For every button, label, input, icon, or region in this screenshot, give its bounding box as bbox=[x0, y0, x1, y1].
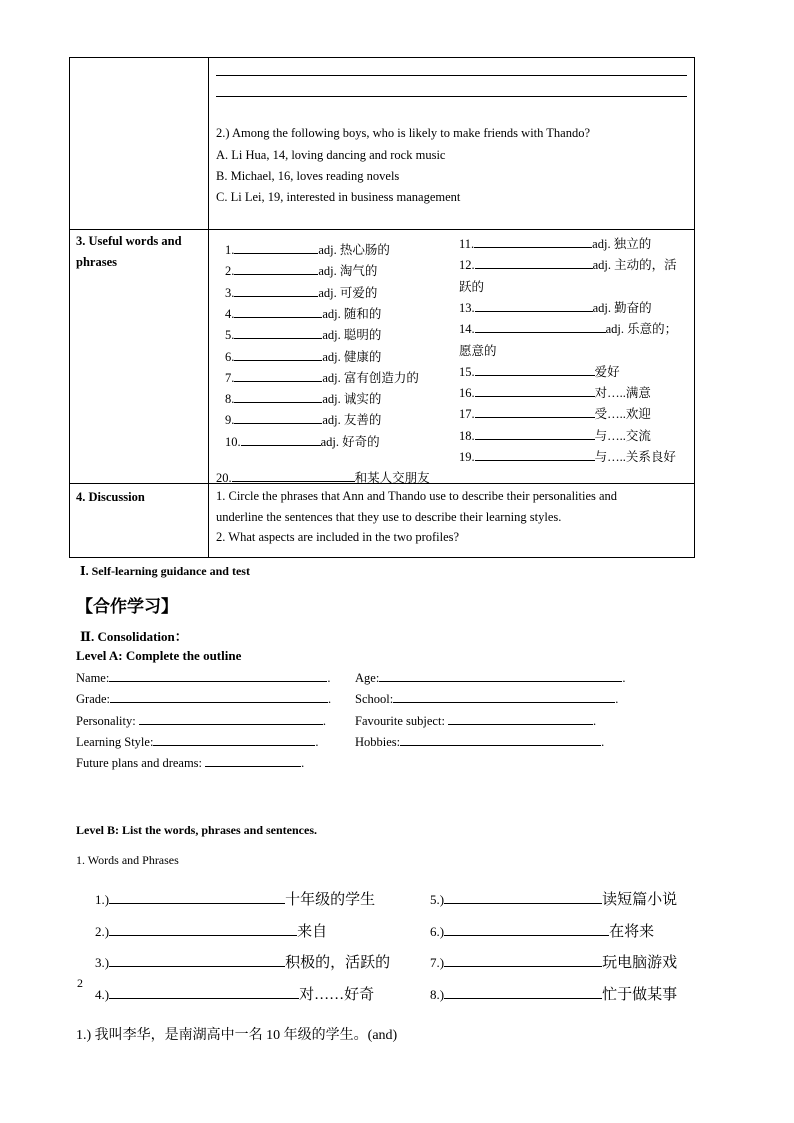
item-number: 16. bbox=[459, 386, 475, 401]
useful-item bbox=[459, 362, 620, 380]
blank[interactable] bbox=[475, 300, 593, 312]
name-row bbox=[76, 670, 330, 686]
answer-line[interactable] bbox=[216, 75, 687, 76]
item-definition: adj. 热心肠的 bbox=[318, 243, 390, 257]
blank[interactable] bbox=[444, 955, 602, 967]
period: . bbox=[593, 714, 597, 728]
item-number: 19. bbox=[459, 450, 475, 464]
sentence-1: 1.) 我叫李华，是南湖高中一名 10 年级的学生。(and) bbox=[76, 1028, 398, 1043]
item-number: 8.) bbox=[430, 986, 445, 1002]
blank[interactable] bbox=[475, 385, 595, 397]
blank[interactable] bbox=[475, 257, 593, 269]
period: . bbox=[622, 671, 626, 685]
item-definition: 爱好 bbox=[594, 364, 620, 379]
useful-words-heading-2: phrases bbox=[76, 255, 117, 269]
level-b-item bbox=[430, 888, 677, 909]
age-field[interactable] bbox=[379, 670, 622, 682]
level-b-item bbox=[95, 951, 390, 972]
discussion-line-1: 1. Circle the phrases that Ann and Thando use to describe their personalities and bbox=[216, 489, 618, 503]
item-definition: 和某人交朋友 bbox=[354, 471, 430, 485]
item-definition: adj. 独立的 bbox=[592, 237, 652, 251]
item-definition: adj. 乐意的； bbox=[605, 322, 678, 337]
item-number: 5. bbox=[225, 328, 235, 343]
useful-item bbox=[225, 389, 381, 407]
level-a-title: Level A: Complete the outline bbox=[76, 648, 242, 663]
item-meaning: 十年级的学生 bbox=[285, 892, 376, 908]
item-meaning: 玩电脑游戏 bbox=[602, 955, 678, 971]
blank[interactable] bbox=[234, 391, 322, 403]
personality-field[interactable] bbox=[139, 713, 323, 725]
name-field[interactable] bbox=[109, 670, 327, 682]
useful-item bbox=[459, 426, 651, 444]
answer-line[interactable] bbox=[216, 96, 687, 97]
blank[interactable] bbox=[109, 987, 299, 999]
item-number: 14. bbox=[459, 322, 475, 337]
period: . bbox=[328, 692, 332, 706]
subject-label: Favourite subject: bbox=[355, 714, 445, 728]
item-definition: adj. 主动的，活 bbox=[592, 258, 677, 273]
blank[interactable] bbox=[234, 306, 322, 318]
item-meaning: 读短篇小说 bbox=[602, 892, 678, 908]
style-label: Learning Style: bbox=[76, 735, 154, 749]
item-number: 6.) bbox=[430, 923, 445, 939]
level-b-item bbox=[95, 888, 375, 909]
blank[interactable] bbox=[475, 428, 595, 440]
item-number: 4. bbox=[225, 306, 235, 321]
option-a: A. Li Hua, 14, loving dancing and rock music bbox=[216, 148, 446, 162]
grade-field[interactable] bbox=[110, 691, 328, 703]
item-meaning: 在将来 bbox=[609, 923, 655, 940]
item-number: 3. bbox=[225, 285, 235, 300]
item-definition: 跃的 bbox=[459, 279, 485, 294]
blank[interactable] bbox=[109, 955, 285, 967]
item-number: 11. bbox=[459, 237, 475, 251]
item-number: 17. bbox=[459, 407, 475, 422]
item-definition: 愿意的 bbox=[459, 343, 497, 358]
period: . bbox=[301, 756, 305, 770]
item-number: 20. bbox=[216, 471, 232, 485]
useful-item bbox=[459, 404, 651, 422]
blank[interactable] bbox=[234, 327, 322, 339]
age-row bbox=[355, 670, 625, 686]
discussion-line-3: 2. What aspects are included in the two profiles? bbox=[216, 530, 460, 544]
period: . bbox=[327, 671, 331, 685]
blank[interactable] bbox=[475, 321, 606, 333]
item-definition: adj. 可爱的 bbox=[318, 285, 378, 300]
blank[interactable] bbox=[234, 349, 322, 361]
blank[interactable] bbox=[109, 924, 297, 936]
option-b: B. Michael, 16, loves reading novels bbox=[216, 169, 400, 183]
blank[interactable] bbox=[475, 364, 595, 376]
item-number: 9. bbox=[225, 413, 235, 428]
subject-field[interactable] bbox=[448, 713, 593, 725]
item-number: 18. bbox=[459, 428, 475, 443]
words-phrases-subheading: 1. Words and Phrases bbox=[76, 853, 179, 867]
item-definition: 与…..交流 bbox=[594, 428, 651, 443]
item-meaning: 积极的，活跃的 bbox=[285, 955, 391, 971]
useful-item bbox=[225, 261, 377, 279]
item-number: 10. bbox=[225, 434, 241, 449]
useful-item bbox=[459, 341, 497, 359]
blank[interactable] bbox=[234, 263, 318, 275]
level-b-item bbox=[95, 920, 327, 941]
level-b-item bbox=[95, 983, 374, 1004]
item-number: 1.) bbox=[95, 892, 110, 907]
useful-item bbox=[459, 383, 651, 401]
discussion-heading: 4. Discussion bbox=[76, 490, 145, 504]
level-b-item bbox=[430, 920, 654, 941]
blank[interactable] bbox=[475, 449, 595, 461]
blank[interactable] bbox=[234, 242, 318, 254]
item-definition: 受…..欢迎 bbox=[594, 407, 651, 422]
useful-item bbox=[459, 298, 652, 316]
personality-label: Personality: bbox=[76, 714, 136, 728]
option-c: C. Li Lei, 19, interested in business management bbox=[216, 190, 461, 204]
page-number: 2 bbox=[77, 976, 83, 990]
item-definition: adj. 友善的 bbox=[322, 413, 382, 428]
item-number: 5.) bbox=[430, 892, 445, 907]
question-2: 2.) Among the following boys, who is likely to make friends with Thando? bbox=[216, 126, 591, 140]
style-row bbox=[76, 734, 319, 750]
item-number: 1. bbox=[225, 243, 235, 257]
period: . bbox=[322, 714, 326, 728]
useful-item bbox=[225, 347, 381, 365]
item-number: 7.) bbox=[430, 955, 445, 970]
grade-label: Grade: bbox=[76, 692, 111, 706]
item-number: 7. bbox=[225, 370, 235, 385]
useful-item bbox=[225, 325, 381, 343]
useful-item bbox=[225, 283, 377, 301]
name-label: Name: bbox=[76, 671, 110, 685]
useful-item bbox=[459, 319, 677, 337]
item-definition: adj. 勤奋的 bbox=[592, 300, 652, 315]
useful-item bbox=[459, 447, 676, 465]
blank[interactable] bbox=[475, 406, 595, 418]
item-number: 12. bbox=[459, 258, 475, 273]
blank[interactable] bbox=[109, 892, 285, 904]
blank[interactable] bbox=[444, 924, 609, 936]
school-row bbox=[355, 691, 618, 707]
school-field[interactable] bbox=[393, 691, 615, 703]
blank[interactable] bbox=[241, 434, 321, 446]
useful-item bbox=[459, 234, 651, 252]
useful-item bbox=[459, 255, 677, 273]
item-number: 13. bbox=[459, 300, 475, 315]
useful-item bbox=[225, 304, 381, 322]
empty-left-cell bbox=[70, 58, 209, 230]
item-definition: 与…..关系良好 bbox=[594, 450, 676, 464]
useful-item bbox=[225, 432, 380, 450]
item-number: 15. bbox=[459, 364, 475, 379]
item-definition: adj. 随和的 bbox=[322, 306, 382, 321]
item-number: 2. bbox=[225, 264, 235, 279]
item-definition: adj. 好奇的 bbox=[320, 434, 380, 449]
grade-row bbox=[76, 691, 331, 707]
personality-row bbox=[76, 713, 326, 729]
item-number: 4.) bbox=[95, 986, 110, 1002]
blank[interactable] bbox=[234, 412, 322, 424]
item-number: 6. bbox=[225, 349, 235, 364]
blank[interactable] bbox=[474, 236, 592, 248]
discussion-line-2: underline the sentences that they use to describe their learning styles. bbox=[216, 510, 562, 524]
blank[interactable] bbox=[232, 470, 355, 482]
future-label: Future plans and dreams: bbox=[76, 756, 203, 770]
level-b-item bbox=[430, 951, 677, 972]
useful-item-20 bbox=[216, 468, 430, 486]
useful-item bbox=[225, 240, 390, 258]
future-field[interactable] bbox=[205, 755, 301, 767]
subject-row bbox=[355, 713, 596, 729]
item-number: 8. bbox=[225, 392, 235, 407]
section-ii-heading: Ⅱ. Consolidation： bbox=[80, 629, 188, 644]
hobbies-row bbox=[355, 734, 604, 750]
style-field[interactable] bbox=[153, 734, 315, 746]
future-row bbox=[76, 755, 304, 771]
blank[interactable] bbox=[444, 892, 602, 904]
item-definition: adj. 诚实的 bbox=[322, 392, 382, 407]
useful-item bbox=[459, 277, 484, 295]
item-meaning: 忙于做某事 bbox=[602, 986, 678, 1003]
useful-item bbox=[225, 368, 419, 386]
item-definition: adj. 健康的 bbox=[322, 349, 382, 364]
item-number: 2.) bbox=[95, 923, 110, 939]
period: . bbox=[615, 692, 619, 706]
hobbies-label: Hobbies: bbox=[355, 735, 401, 749]
item-number: 3.) bbox=[95, 955, 110, 970]
blank[interactable] bbox=[234, 285, 318, 297]
level-b-item bbox=[430, 983, 677, 1004]
hobbies-field[interactable] bbox=[400, 734, 601, 746]
useful-item bbox=[225, 410, 381, 428]
item-definition: adj. 富有创造力的 bbox=[322, 370, 419, 385]
blank[interactable] bbox=[444, 987, 602, 999]
level-b-title: Level B: List the words, phrases and sentences. bbox=[76, 823, 318, 837]
coop-title: 【合作学习】 bbox=[76, 597, 178, 616]
blank[interactable] bbox=[234, 370, 322, 382]
period: . bbox=[315, 735, 319, 749]
item-meaning: 来自 bbox=[297, 923, 328, 940]
item-definition: 对…..满意 bbox=[594, 386, 651, 401]
section-i-heading: Ⅰ. Self-learning guidance and test bbox=[80, 564, 250, 578]
age-label: Age: bbox=[355, 671, 380, 685]
item-definition: adj. 聪明的 bbox=[322, 328, 382, 343]
school-label: School: bbox=[355, 692, 394, 706]
useful-words-heading: 3. Useful words and bbox=[76, 234, 182, 248]
period: . bbox=[601, 735, 605, 749]
item-meaning: 对……好奇 bbox=[299, 986, 375, 1003]
item-definition: adj. 淘气的 bbox=[318, 264, 378, 279]
